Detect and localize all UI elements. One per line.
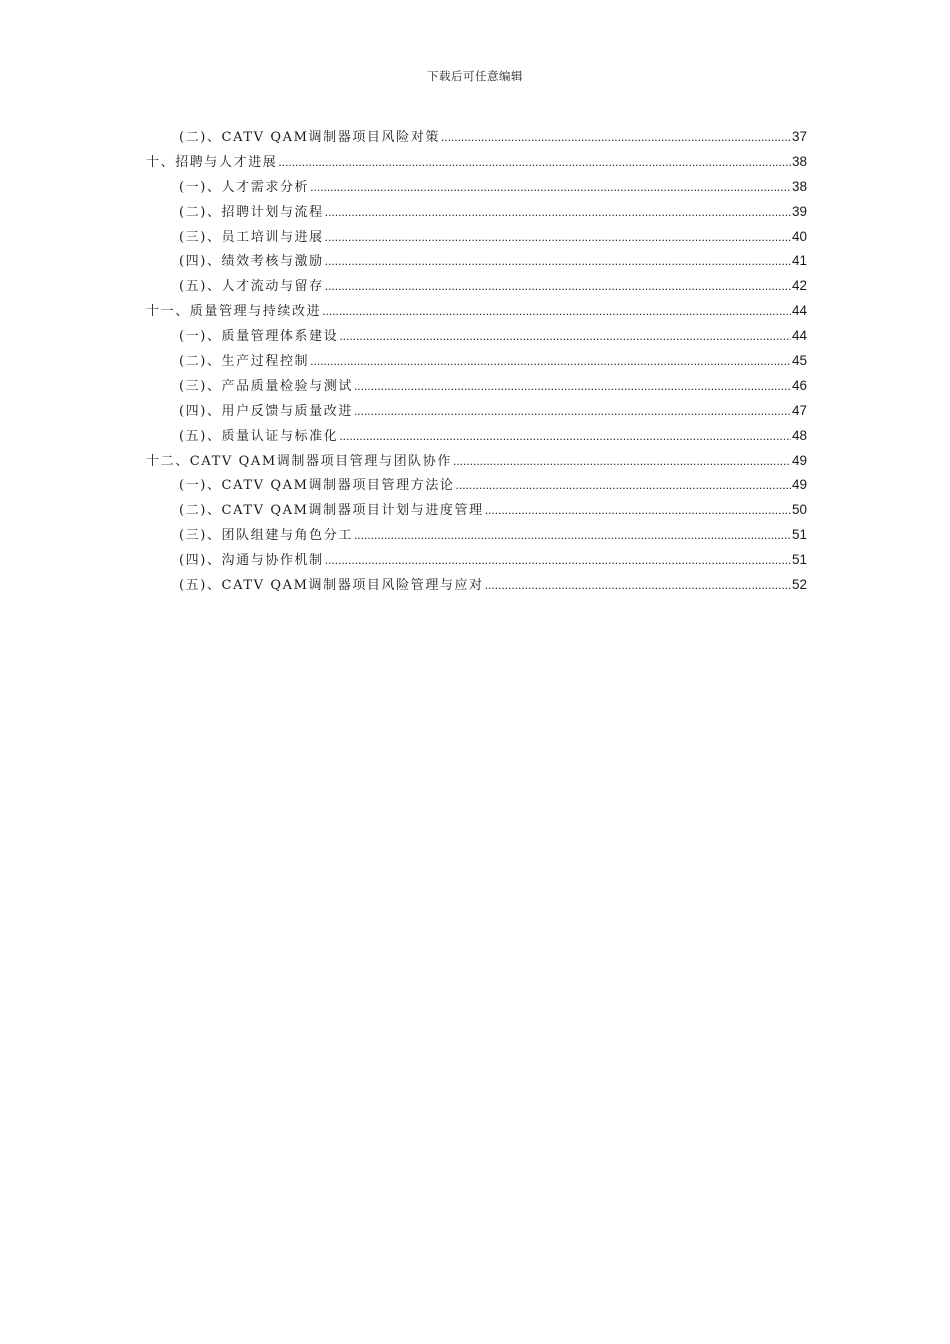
toc-page-number: 49 <box>791 477 807 493</box>
toc-entry-title: (五)、CATV QAM调制器项目风险管理与应对 <box>179 578 484 594</box>
toc-entry[interactable] <box>146 250 807 275</box>
toc-entry-title: (一)、CATV QAM调制器项目管理方法论 <box>179 478 455 494</box>
toc-dot-leader <box>485 503 791 517</box>
toc-page-number: 52 <box>791 577 807 593</box>
toc-page-number: 38 <box>791 178 807 194</box>
toc-entry-title: (五)、人才流动与留存 <box>179 279 324 295</box>
toc-entry[interactable] <box>146 325 807 350</box>
toc-page-number: 37 <box>791 129 807 144</box>
toc-entry[interactable] <box>146 574 807 599</box>
toc-page-number: 44 <box>791 303 807 319</box>
toc-dot-leader <box>354 404 791 418</box>
toc-entry-title: (四)、用户反馈与质量改进 <box>179 403 353 419</box>
toc-dot-leader <box>441 130 791 144</box>
toc-dot-leader <box>322 304 791 318</box>
toc-page-number: 39 <box>791 203 807 219</box>
toc-entry-title: (一)、质量管理体系建设 <box>179 329 339 345</box>
toc-entry-title: (一)、人才需求分析 <box>179 179 310 195</box>
toc-entry[interactable] <box>146 300 807 325</box>
toc-dot-leader <box>485 578 791 592</box>
toc-dot-leader <box>456 478 791 492</box>
toc-page-number: 46 <box>791 377 807 393</box>
toc-dot-leader <box>325 205 791 219</box>
toc-entry-title: (三)、产品质量检验与测试 <box>179 378 353 394</box>
toc-page-number: 48 <box>791 427 807 443</box>
toc-dot-leader <box>325 279 791 293</box>
toc-entry-title: (四)、绩效考核与激励 <box>179 254 324 270</box>
toc-entry[interactable] <box>146 400 807 425</box>
toc-page-number: 47 <box>791 402 807 418</box>
toc-entry[interactable] <box>146 549 807 574</box>
toc-entry-title: (五)、质量认证与标准化 <box>179 428 339 444</box>
toc-entry-title: (三)、团队组建与角色分工 <box>179 528 353 544</box>
toc-dot-leader <box>310 354 791 368</box>
table-of-contents <box>146 126 807 599</box>
toc-entry[interactable] <box>146 201 807 226</box>
toc-dot-leader <box>278 155 791 169</box>
toc-entry[interactable] <box>146 425 807 450</box>
toc-page-number: 45 <box>791 353 807 369</box>
toc-dot-leader <box>354 528 791 542</box>
toc-entry[interactable] <box>146 524 807 549</box>
toc-entry[interactable] <box>146 499 807 524</box>
toc-dot-leader <box>325 230 791 244</box>
toc-dot-leader <box>453 454 791 468</box>
toc-dot-leader <box>354 379 791 393</box>
page-header-note: 下载后可任意编辑 <box>427 69 523 83</box>
toc-dot-leader <box>325 553 791 567</box>
toc-entry[interactable] <box>146 226 807 251</box>
toc-entry[interactable] <box>146 350 807 375</box>
toc-dot-leader <box>339 329 791 343</box>
toc-page-number: 49 <box>791 452 807 468</box>
toc-entry[interactable] <box>146 375 807 400</box>
toc-entry-title: (二)、招聘计划与流程 <box>179 204 324 220</box>
toc-page-number: 40 <box>791 228 807 244</box>
toc-dot-leader <box>339 429 791 443</box>
toc-entry[interactable] <box>146 474 807 499</box>
toc-page-number: 42 <box>791 278 807 294</box>
toc-entry-title: (三)、员工培训与进展 <box>179 229 324 245</box>
toc-page-number: 38 <box>791 153 807 169</box>
toc-entry-title: 十、招聘与人才进展 <box>146 154 278 170</box>
toc-entry[interactable] <box>146 151 807 176</box>
toc-entry-title: 十一、质量管理与持续改进 <box>146 304 322 320</box>
toc-entry[interactable] <box>146 275 807 300</box>
toc-entry-title: 十二、CATV QAM调制器项目管理与团队协作 <box>146 453 452 469</box>
toc-page-number: 51 <box>791 552 807 568</box>
toc-dot-leader <box>310 180 791 194</box>
toc-entry-title: (二)、CATV QAM调制器项目风险对策 <box>179 130 440 145</box>
toc-entry[interactable] <box>146 126 807 151</box>
toc-page-number: 50 <box>791 502 807 518</box>
toc-entry-title: (二)、CATV QAM调制器项目计划与进度管理 <box>179 503 484 519</box>
toc-entry[interactable] <box>146 450 807 475</box>
toc-entry-title: (四)、沟通与协作机制 <box>179 553 324 569</box>
toc-page-number: 51 <box>791 527 807 543</box>
toc-entry-title: (二)、生产过程控制 <box>179 354 310 370</box>
toc-page-number: 44 <box>791 328 807 344</box>
toc-page-number: 41 <box>791 253 807 269</box>
toc-dot-leader <box>325 254 791 268</box>
toc-entry[interactable] <box>146 176 807 201</box>
